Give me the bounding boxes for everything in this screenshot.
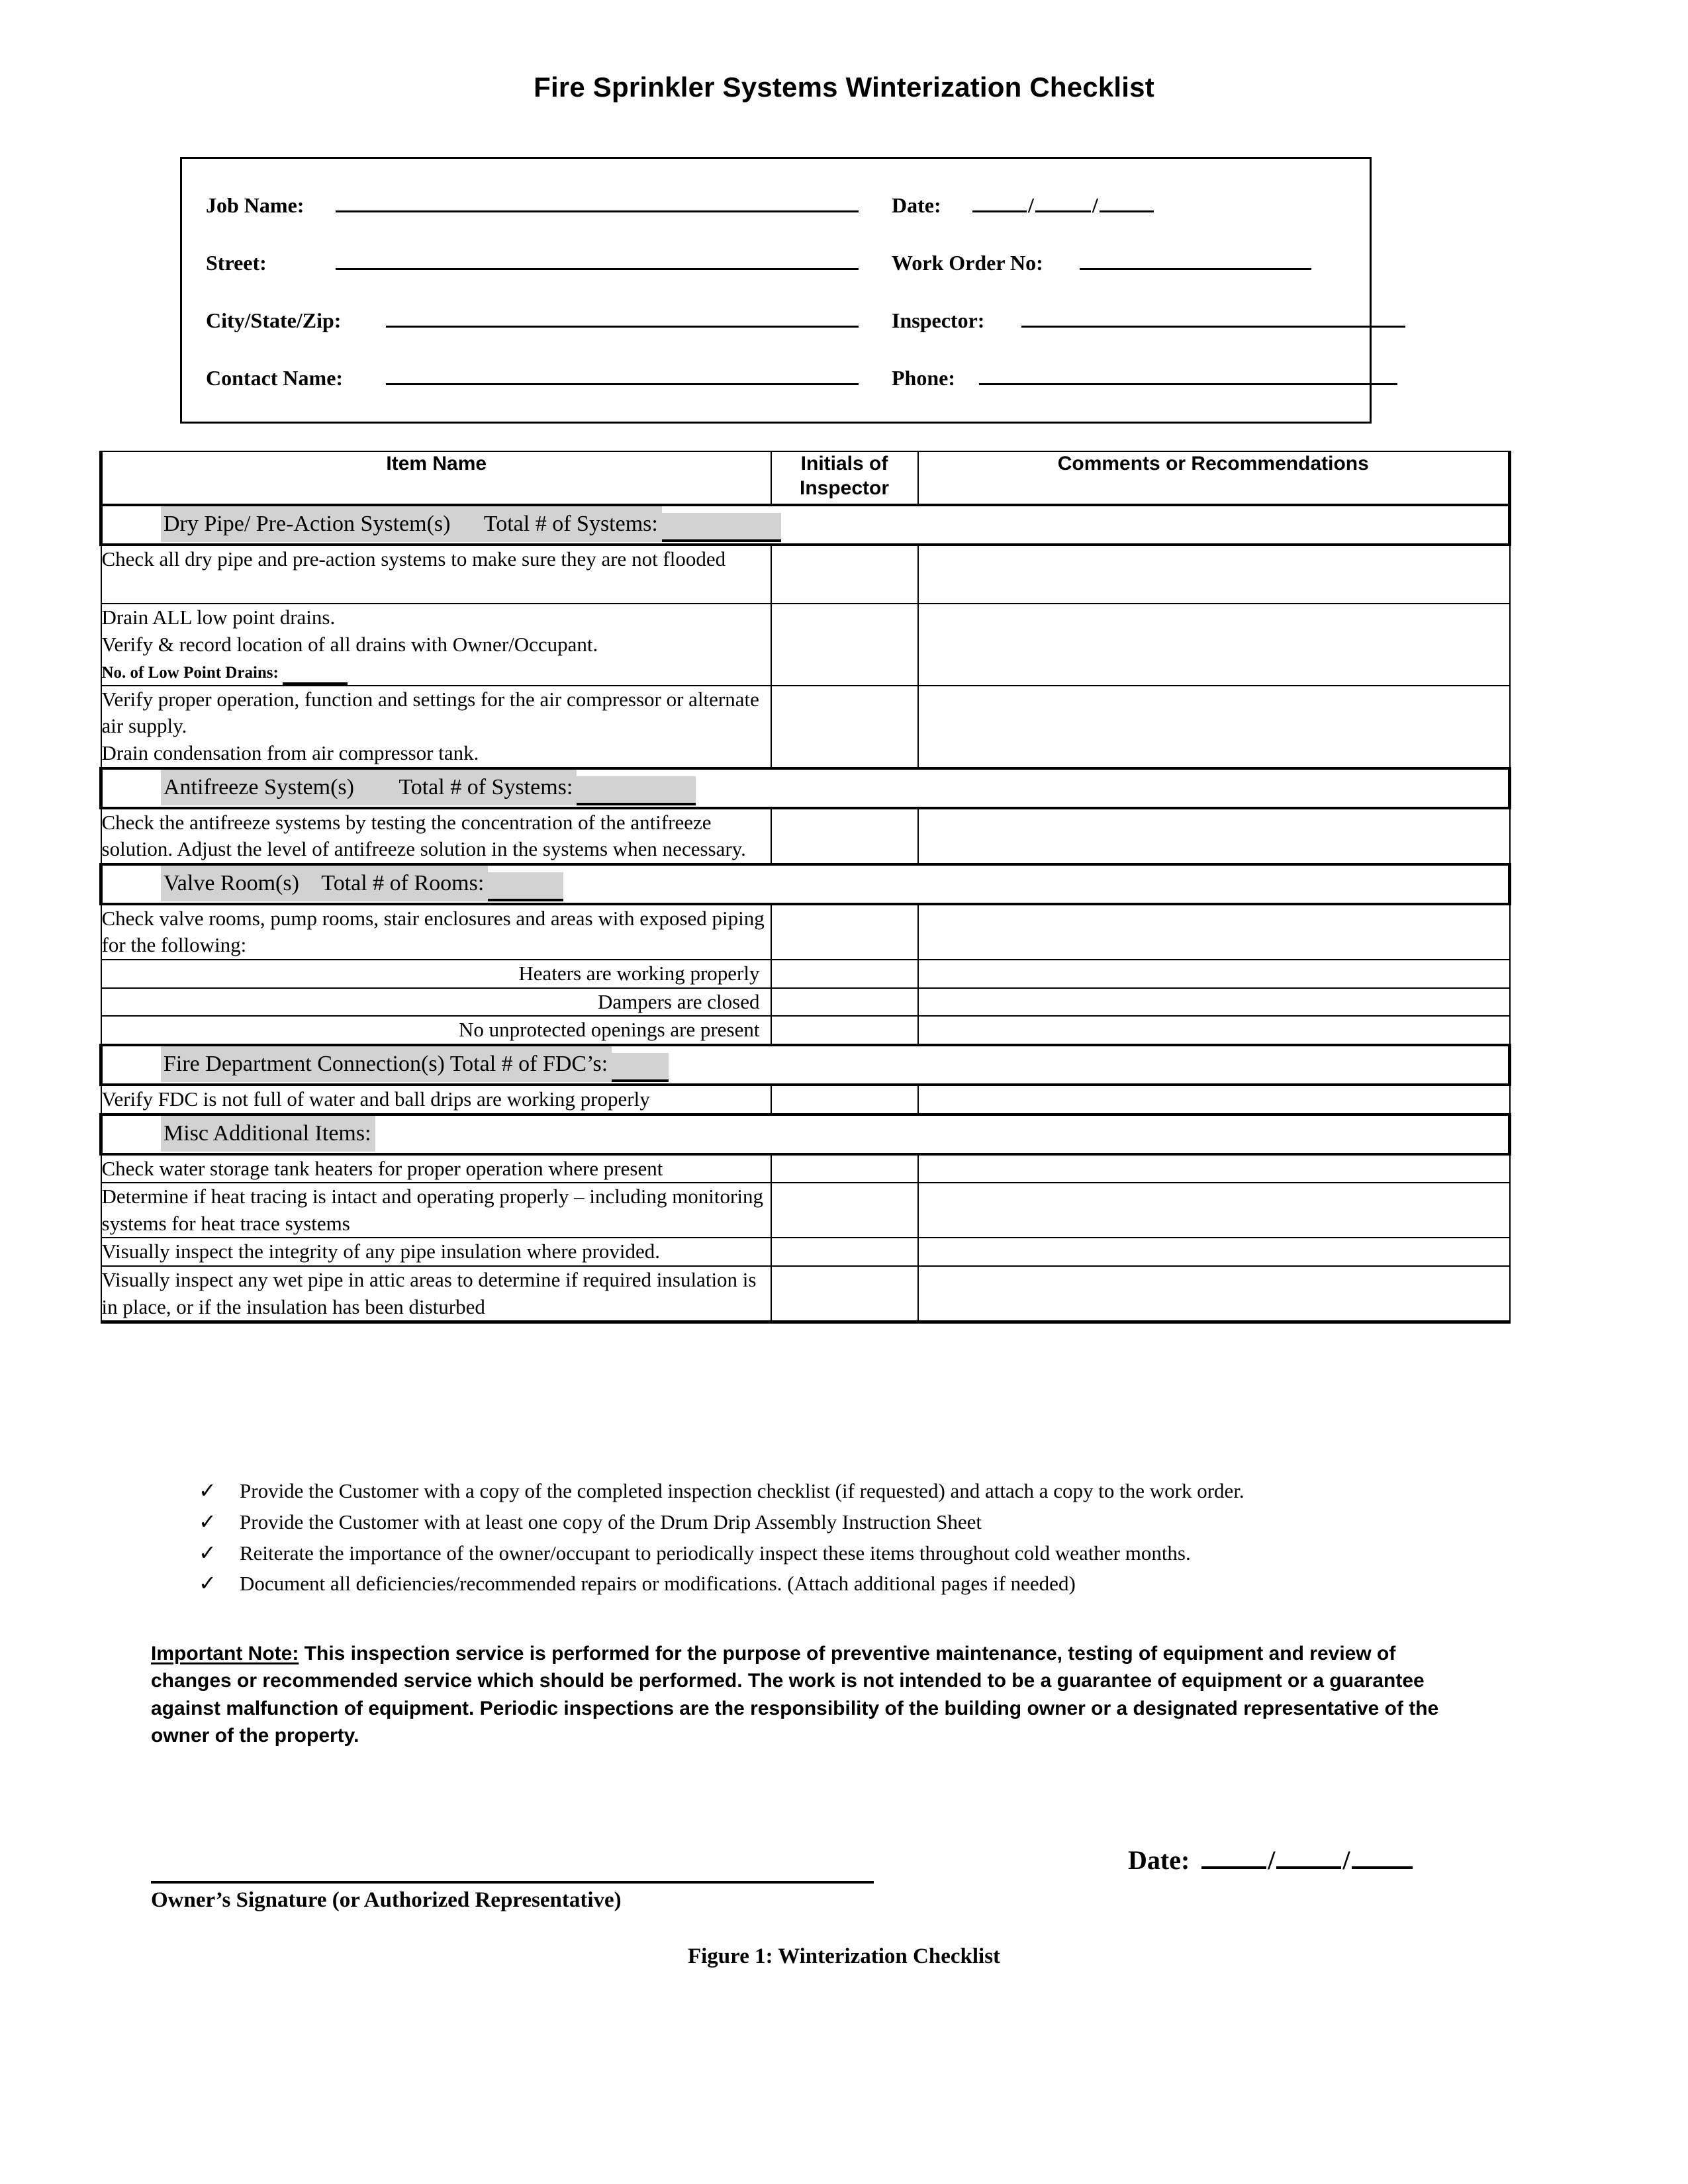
item-cell-dry-2 <box>101 604 771 686</box>
field-date-year-input[interactable] <box>1100 191 1154 212</box>
section-header-row-dry-pipe <box>101 505 1510 545</box>
bullet-text-3: Reiterate the importance of the owner/occupant to periodically inspect these items throughout cold weather months. <box>240 1541 1191 1565</box>
table-header-row <box>101 451 1510 505</box>
item-text-misc-2: Determine if heat tracing is intact and operating properly – including monitoring systems for heat trace systems <box>101 1183 771 1238</box>
table-row <box>101 1154 1510 1183</box>
field-work-order-no-label: Work Order No: <box>892 251 1043 275</box>
comments-input-dry-2[interactable] <box>918 604 1510 686</box>
column-header-initials: Initials of Inspector <box>771 451 918 505</box>
check-icon: ✓ <box>199 1508 216 1534</box>
bullet-text-2: Provide the Customer with at least one copy of the Drum Drip Assembly Instruction Sheet <box>240 1510 982 1533</box>
signature-date-day-input[interactable] <box>1276 1844 1341 1869</box>
check-icon: ✓ <box>199 1539 216 1565</box>
initials-input-misc-1[interactable] <box>771 1154 918 1183</box>
signature-date-month-input[interactable] <box>1201 1844 1266 1869</box>
item-text-misc-3: Visually inspect the integrity of any pipe insulation where provided. <box>101 1238 771 1266</box>
table-row <box>101 808 1510 864</box>
initials-input-valve-1[interactable] <box>771 904 918 960</box>
item-note-low-point-drains-wrap <box>102 658 771 685</box>
important-note-lead: Important Note: <box>151 1643 299 1664</box>
section-header-cell-dry-pipe <box>101 505 1510 545</box>
comments-input-valve-openings[interactable] <box>918 1016 1510 1045</box>
item-text-dry-2-line2: Verify & record location of all drains with Owner/Occupant. <box>101 632 598 656</box>
section-header-cell-misc <box>101 1115 1510 1154</box>
table-row <box>101 904 1510 960</box>
table-row <box>101 1085 1510 1115</box>
field-phone-label: Phone: <box>892 366 955 390</box>
field-date-month-input[interactable] <box>972 191 1027 212</box>
section-title-valve-room: Valve Room(s) Total # of Rooms: <box>161 866 488 901</box>
section-header-row-valve-room <box>101 864 1510 904</box>
table-row <box>101 604 1510 686</box>
item-text-dry-3-line2: Drain condensation from air compressor tank. <box>101 741 479 765</box>
field-inspector-input[interactable] <box>1021 306 1405 328</box>
field-date-day-input[interactable] <box>1035 191 1091 212</box>
initials-input-misc-3[interactable] <box>771 1238 918 1266</box>
comments-input-misc-4[interactable] <box>918 1266 1510 1322</box>
table-row <box>101 545 1510 604</box>
item-text-dry-3-line1: Verify proper operation, function and settings for the air compressor or alternate air supply. <box>101 687 759 738</box>
initials-input-misc-4[interactable] <box>771 1266 918 1322</box>
initials-input-valve-dampers[interactable] <box>771 988 918 1017</box>
signature-date-separator-1: / <box>1268 1845 1276 1875</box>
date-separator-1: / <box>1028 193 1034 217</box>
bullet-text-4: Document all deficiencies/recommended repairs or modifications. (Attach additional pages if needed) <box>240 1572 1076 1596</box>
section-header-row-fdc <box>101 1045 1510 1085</box>
section-header-inner <box>103 1116 1508 1153</box>
item-text-valve-1: Check valve rooms, pump rooms, stair enclosures and areas with exposed piping for the following: <box>101 904 771 960</box>
field-work-order-no[interactable] <box>892 248 1311 275</box>
figure-caption: Figure 1: Winterization Checklist <box>687 1944 1001 1968</box>
section-title-misc: Misc Additional Items: <box>161 1116 375 1152</box>
column-header-comments: Comments or Recommendations <box>918 451 1510 505</box>
initials-input-valve-heaters[interactable] <box>771 960 918 988</box>
signature-date-label: Date: <box>1128 1845 1190 1875</box>
item-text-valve-heaters: Heaters are working properly <box>101 960 771 988</box>
info-row-contact-phone <box>182 363 1370 420</box>
section-title-fdc: Fire Department Connection(s) Total # of FDC’s: <box>161 1046 612 1082</box>
check-icon: ✓ <box>199 1570 216 1596</box>
item-text-antifreeze-1: Check the antifreeze systems by testing the concentration of the antifreeze solution. Adjust the level of antifreeze solution in the systems when necessary. <box>101 808 771 864</box>
table-row <box>101 686 1510 768</box>
item-text-fdc-1: Verify FDC is not full of water and ball drips are working properly <box>101 1085 771 1115</box>
section-header-cell-fdc <box>101 1045 1510 1085</box>
comments-input-dry-3[interactable] <box>918 686 1510 768</box>
initials-input-dry-1[interactable] <box>771 545 918 604</box>
signature-date-field[interactable] <box>1128 1844 1413 1876</box>
section-total-fdc-input[interactable] <box>612 1053 669 1082</box>
section-title-dry-pipe: Dry Pipe/ Pre-Action System(s) Total # of Systems: <box>161 506 662 542</box>
item-cell-dry-3 <box>101 686 771 768</box>
list-item <box>199 1570 1509 1597</box>
section-header-inner <box>103 770 1508 807</box>
low-point-drains-count-input[interactable] <box>283 666 348 685</box>
field-phone[interactable] <box>892 363 1397 390</box>
field-job-name-label: Job Name: <box>206 193 305 217</box>
table-row <box>101 1183 1510 1238</box>
field-street-label: Street: <box>206 251 267 275</box>
table-row <box>101 960 1510 988</box>
item-text-dry-1: Check all dry pipe and pre-action systems to make sure they are not flooded <box>101 545 771 604</box>
comments-input-misc-1[interactable] <box>918 1154 1510 1183</box>
initials-input-fdc-1[interactable] <box>771 1085 918 1115</box>
section-header-inner <box>103 1046 1508 1083</box>
field-street-input[interactable] <box>336 248 859 270</box>
item-note-low-point-drains: No. of Low Point Drains: <box>101 664 279 682</box>
info-row-street-workorder <box>182 248 1370 305</box>
instruction-bullet-list <box>199 1477 1509 1601</box>
job-info-grid <box>182 159 1370 422</box>
field-job-name-input[interactable] <box>336 191 859 212</box>
signature-date-separator-2: / <box>1342 1845 1350 1875</box>
table-row <box>101 988 1510 1017</box>
section-header-row-misc <box>101 1115 1510 1154</box>
section-total-rooms-input[interactable] <box>488 872 563 901</box>
job-info-box <box>180 157 1372 424</box>
field-city-state-zip[interactable] <box>206 306 859 333</box>
initials-input-dry-3[interactable] <box>771 686 918 768</box>
table-head <box>101 451 1510 505</box>
item-text-valve-dampers: Dampers are closed <box>101 988 771 1017</box>
field-inspector-label: Inspector: <box>892 308 985 332</box>
owner-signature-label: Owner’s Signature (or Authorized Representative) <box>151 1888 622 1912</box>
owner-signature-input[interactable] <box>151 1881 874 1884</box>
comments-input-valve-heaters[interactable] <box>918 960 1510 988</box>
field-contact-name-input[interactable] <box>386 363 859 385</box>
field-street[interactable] <box>206 248 859 275</box>
field-city-state-zip-input[interactable] <box>386 306 859 328</box>
page-title: Fire Sprinkler Systems Winterization Checklist <box>534 71 1154 103</box>
field-contact-name[interactable] <box>206 363 859 390</box>
field-date[interactable] <box>892 191 1154 218</box>
comments-input-misc-2[interactable] <box>918 1183 1510 1238</box>
check-icon: ✓ <box>199 1478 216 1503</box>
section-title-antifreeze: Antifreeze System(s) Total # of Systems: <box>161 770 577 805</box>
comments-input-antifreeze-1[interactable] <box>918 808 1510 864</box>
comments-input-misc-3[interactable] <box>918 1238 1510 1266</box>
info-row-job-date <box>182 191 1370 248</box>
winterization-checklist-table <box>99 451 1511 1324</box>
date-separator-2: / <box>1092 193 1098 217</box>
item-text-misc-4: Visually inspect any wet pipe in attic areas to determine if required insulation is in place, or if the insulation has been disturbed <box>101 1266 771 1322</box>
section-header-row-antifreeze <box>101 768 1510 808</box>
section-header-cell-valve-room <box>101 864 1510 904</box>
info-row-city-inspector <box>182 306 1370 363</box>
section-total-systems-input-dry-pipe[interactable] <box>662 513 781 542</box>
table-row <box>101 1016 1510 1045</box>
section-total-systems-input-antifreeze[interactable] <box>577 776 696 805</box>
initials-input-misc-2[interactable] <box>771 1183 918 1238</box>
table-row <box>101 1238 1510 1266</box>
important-note-body: This inspection service is performed for the purpose of preventive maintenance, testing of equipment and review of changes or recommended service which should be performed. The work is not intended to be a guarantee of equipment or a guarantee against malfunction of equipment. Periodic inspections are the responsibility of the building owner or a designated representative of the owner of the property. <box>151 1643 1439 1747</box>
comments-input-dry-1[interactable] <box>918 545 1510 604</box>
bullet-text-1: Provide the Customer with a copy of the completed inspection checklist (if requested) and attach a copy to the work order. <box>240 1479 1244 1502</box>
section-header-cell-antifreeze <box>101 768 1510 808</box>
section-header-inner <box>103 506 1508 543</box>
important-note <box>151 1640 1477 1750</box>
field-inspector[interactable] <box>892 306 1405 333</box>
field-date-label: Date: <box>892 193 941 217</box>
column-header-item-name: Item Name <box>101 451 771 505</box>
comments-input-valve-1[interactable] <box>918 904 1510 960</box>
field-phone-input[interactable] <box>979 363 1397 385</box>
table-body <box>101 505 1510 1322</box>
signature-date-year-input[interactable] <box>1352 1844 1413 1869</box>
item-text-valve-openings: No unprotected openings are present <box>101 1016 771 1045</box>
table-row <box>101 1266 1510 1322</box>
comments-input-fdc-1[interactable] <box>918 1085 1510 1115</box>
field-city-state-zip-label: City/State/Zip: <box>206 308 342 332</box>
list-item <box>199 1477 1509 1504</box>
item-text-misc-1: Check water storage tank heaters for proper operation where present <box>101 1154 771 1183</box>
list-item <box>199 1539 1509 1567</box>
item-text-dry-2-line1: Drain ALL low point drains. <box>101 606 336 629</box>
field-job-name[interactable] <box>206 191 859 218</box>
initials-input-antifreeze-1[interactable] <box>771 808 918 864</box>
comments-input-valve-dampers[interactable] <box>918 988 1510 1017</box>
initials-input-valve-openings[interactable] <box>771 1016 918 1045</box>
field-contact-name-label: Contact Name: <box>206 366 344 390</box>
list-item <box>199 1508 1509 1535</box>
section-header-inner <box>103 866 1508 903</box>
initials-input-dry-2[interactable] <box>771 604 918 686</box>
field-work-order-no-input[interactable] <box>1080 248 1311 270</box>
